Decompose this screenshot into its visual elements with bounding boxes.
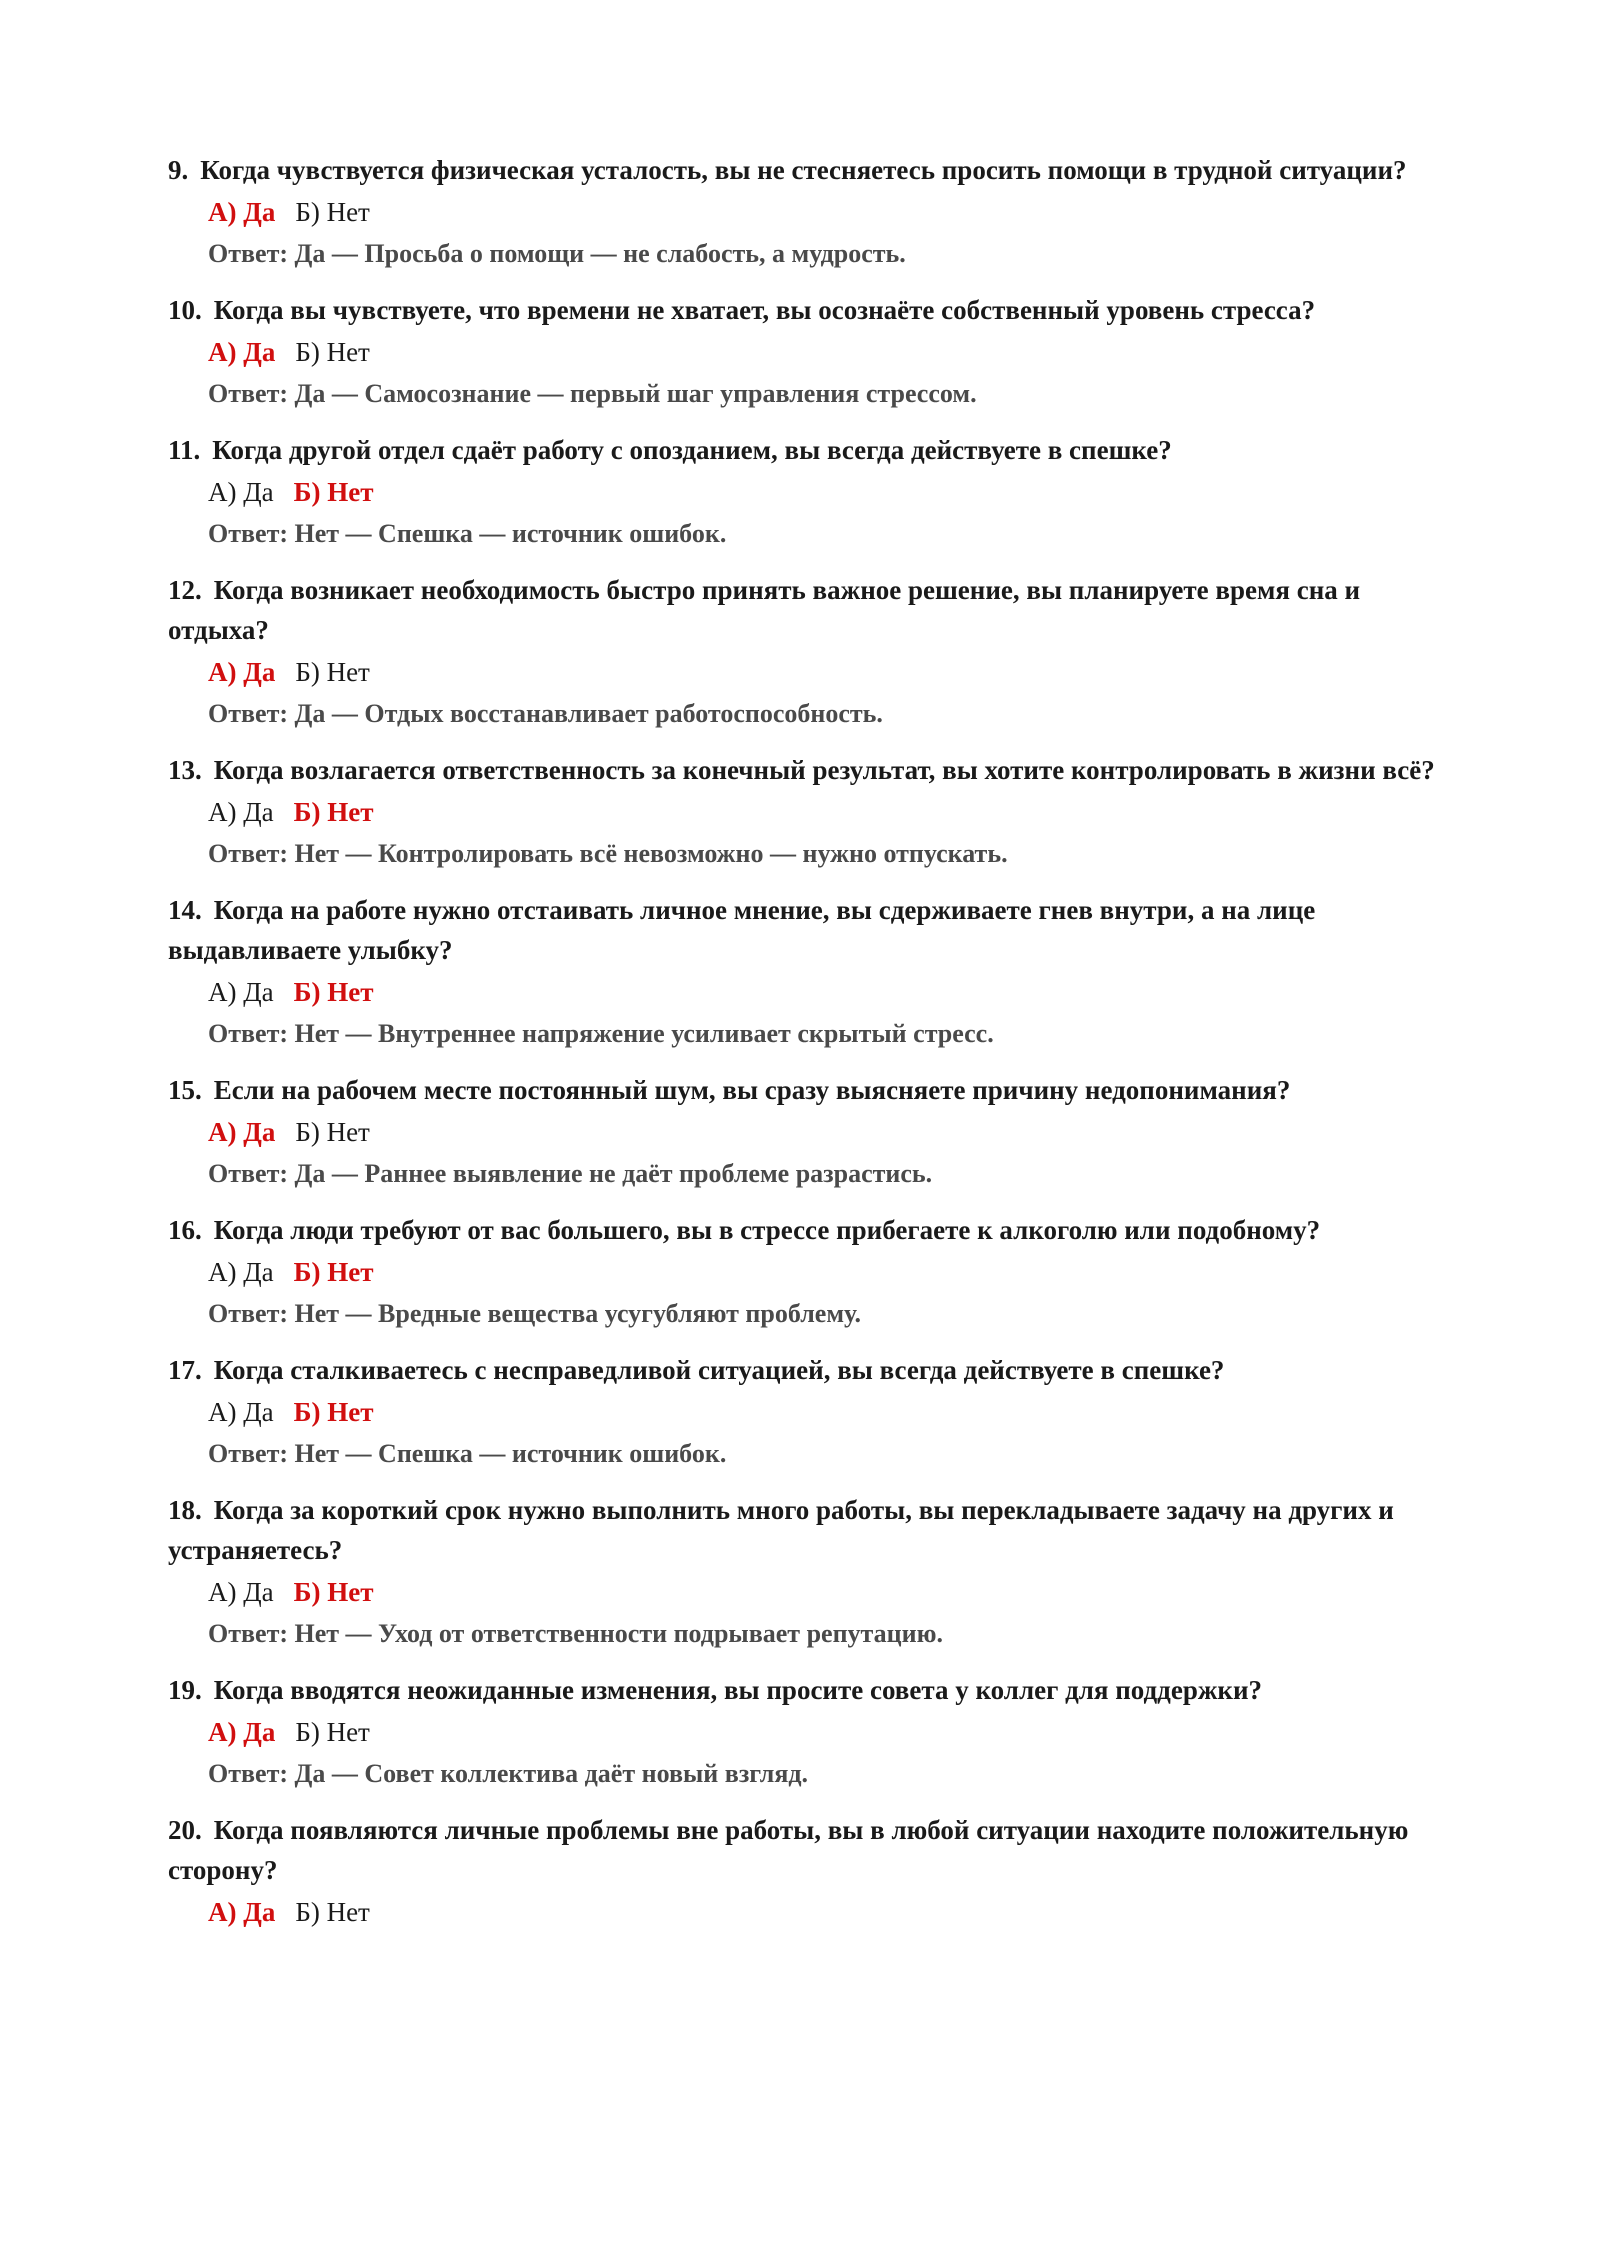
answer-explanation: Ответ: Нет — Спешка — источник ошибок. <box>208 1439 727 1468</box>
question-label: Когда чувствуется физическая усталость, вы не стесняетесь просить помощи в трудной ситуации? <box>200 155 1407 185</box>
option: А) Да <box>208 1257 274 1287</box>
question-label: Когда на работе нужно отстаивать личное мнение, вы сдерживаете гнев внутри, а на лице выдавливаете улыбку? <box>168 895 1316 965</box>
option-selected: Б) Нет <box>293 1397 374 1427</box>
answer-explanation: Ответ: Да — Раннее выявление не даёт проблеме разрастись. <box>208 1159 933 1188</box>
question-text <box>168 290 1458 330</box>
question-item <box>168 430 1458 554</box>
question-label: Когда возникает необходимость быстро принять важное решение, вы планируете время сна и отдыха? <box>168 575 1361 645</box>
question-text <box>168 890 1458 970</box>
question-item <box>168 1490 1458 1654</box>
answer-explanation: Ответ: Да — Самосознание — первый шаг управления стрессом. <box>208 379 977 408</box>
answer-options <box>168 972 1458 1012</box>
question-text <box>168 150 1458 190</box>
question-item <box>168 290 1458 414</box>
option-selected: Б) Нет <box>293 977 374 1007</box>
question-label: Когда люди требуют от вас большего, вы в стрессе прибегаете к алкоголю или подобному? <box>213 1215 1321 1245</box>
option: Б) Нет <box>295 1717 370 1747</box>
answer-explanation: Ответ: Нет — Спешка — источник ошибок. <box>208 519 727 548</box>
question-item <box>168 1350 1458 1474</box>
question-text <box>168 1210 1458 1250</box>
question-text <box>168 1350 1458 1390</box>
question-text <box>168 750 1458 790</box>
question-number: 9. <box>168 155 189 185</box>
option: А) Да <box>208 1577 274 1607</box>
option-selected: Б) Нет <box>293 477 374 507</box>
answer-explanation: Ответ: Нет — Уход от ответственности подрывает репутацию. <box>208 1619 943 1648</box>
option-selected: Б) Нет <box>293 797 374 827</box>
option-selected: А) Да <box>208 657 276 687</box>
option-selected: Б) Нет <box>293 1257 374 1287</box>
question-text <box>168 1810 1458 1890</box>
option: Б) Нет <box>295 197 370 227</box>
answer-options <box>168 1392 1458 1432</box>
answer-options <box>168 192 1458 232</box>
question-label: Когда появляются личные проблемы вне работы, вы в любой ситуации находите положительную сторону? <box>168 1815 1409 1885</box>
option: Б) Нет <box>295 1117 370 1147</box>
answer-options <box>168 1712 1458 1752</box>
question-number: 18. <box>168 1495 202 1525</box>
answer-options <box>168 1892 1458 1932</box>
question-number: 16. <box>168 1215 202 1245</box>
question-text <box>168 430 1458 470</box>
question-label: Когда сталкиваетесь с несправедливой ситуацией, вы всегда действуете в спешке? <box>213 1355 1225 1385</box>
option-selected: А) Да <box>208 1897 276 1927</box>
question-number: 13. <box>168 755 202 785</box>
question-label: Когда другой отдел сдаёт работу с опозданием, вы всегда действуете в спешке? <box>212 435 1172 465</box>
answer-options <box>168 472 1458 512</box>
question-list <box>168 150 1458 1948</box>
answer-explanation: Ответ: Нет — Вредные вещества усугубляют проблему. <box>208 1299 861 1328</box>
question-item <box>168 1670 1458 1794</box>
option: А) Да <box>208 977 274 1007</box>
answer-options <box>168 792 1458 832</box>
question-item <box>168 1070 1458 1194</box>
question-text <box>168 1070 1458 1110</box>
question-text <box>168 1490 1458 1570</box>
answer-options <box>168 1112 1458 1152</box>
question-label: Если на рабочем месте постоянный шум, вы сразу выясняете причину недопонимания? <box>213 1075 1291 1105</box>
question-label: Когда за короткий срок нужно выполнить много работы, вы перекладываете задачу на других и устраняетесь? <box>168 1495 1394 1565</box>
question-number: 11. <box>168 435 201 465</box>
question-item <box>168 150 1458 274</box>
question-label: Когда возлагается ответственность за конечный результат, вы хотите контролировать в жизни всё? <box>213 755 1435 785</box>
question-text <box>168 570 1458 650</box>
question-text <box>168 1670 1458 1710</box>
question-item <box>168 750 1458 874</box>
question-item <box>168 890 1458 1054</box>
question-item <box>168 1210 1458 1334</box>
question-label: Когда вводятся неожиданные изменения, вы просите совета у коллег для поддержки? <box>213 1675 1263 1705</box>
question-number: 15. <box>168 1075 202 1105</box>
option-selected: А) Да <box>208 1717 276 1747</box>
question-number: 10. <box>168 295 202 325</box>
option: Б) Нет <box>295 1897 370 1927</box>
question-number: 19. <box>168 1675 202 1705</box>
answer-explanation: Ответ: Нет — Внутреннее напряжение усиливает скрытый стресс. <box>208 1019 994 1048</box>
option: Б) Нет <box>295 657 370 687</box>
question-number: 14. <box>168 895 202 925</box>
question-label: Когда вы чувствуете, что времени не хватает, вы осознаёте собственный уровень стресса? <box>213 295 1316 325</box>
answer-explanation: Ответ: Да — Просьба о помощи — не слабость, а мудрость. <box>208 239 906 268</box>
answer-explanation: Ответ: Да — Отдых восстанавливает работоспособность. <box>208 699 883 728</box>
answer-explanation: Ответ: Да — Совет коллектива даёт новый взгляд. <box>208 1759 809 1788</box>
question-number: 20. <box>168 1815 202 1845</box>
question-item <box>168 1810 1458 1932</box>
option-selected: А) Да <box>208 197 276 227</box>
question-number: 12. <box>168 575 202 605</box>
option: А) Да <box>208 1397 274 1427</box>
option: А) Да <box>208 477 274 507</box>
question-item <box>168 570 1458 734</box>
option-selected: А) Да <box>208 337 276 367</box>
question-number: 17. <box>168 1355 202 1385</box>
answer-options <box>168 652 1458 692</box>
answer-options <box>168 332 1458 372</box>
option-selected: Б) Нет <box>293 1577 374 1607</box>
answer-explanation: Ответ: Нет — Контролировать всё невозможно — нужно отпускать. <box>208 839 1008 868</box>
answer-options <box>168 1572 1458 1612</box>
option: А) Да <box>208 797 274 827</box>
option: Б) Нет <box>295 337 370 367</box>
option-selected: А) Да <box>208 1117 276 1147</box>
answer-options <box>168 1252 1458 1292</box>
